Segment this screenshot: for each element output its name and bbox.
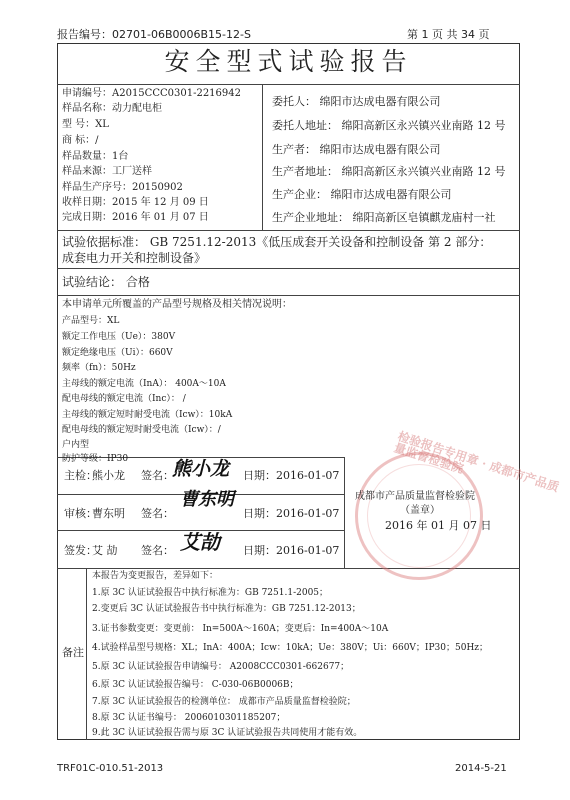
person-name: 艾 劼 [92,544,118,557]
remark-item: 5.原 3C 认证试验报告申请编号： A2008CCC0301-662677； [92,662,350,672]
handwritten-signature: 曹东明 [180,489,234,510]
test-standard-line2: 成套电力开关和控制设备》 [62,251,207,265]
spec-item: 频率（fn）：50Hz [62,363,136,373]
role-label: 审核： [64,507,97,520]
application-number: 申请编号：A2015CCC0301-2216942 [62,88,241,99]
sign-date: 2016-01-07 [276,544,340,557]
remark-item: 本报告为变更报告，差异如下： [92,571,219,581]
spec-item: 配电母线的额定电流（Inc）： / [62,394,186,404]
remark-item: 9.此 3C 认证试验报告需与原 3C 认证试验报告共同使用才能有效。 [92,728,363,738]
spec-item: 主母线的额定电流（InA）： 400A～10A [62,379,226,389]
handwritten-signature: 熊小龙 [172,458,230,480]
spec-item: 产品型号：XL [62,316,120,326]
date-label: 日期： [243,507,276,520]
form-date: 2014-5-21 [455,763,507,774]
sample-name: 样品名称：动力配电柜 [62,103,162,114]
sample-serial: 样品生产序号：20150902 [62,182,183,193]
remarks-label: 备注 [62,646,84,659]
person-name: 曹东明 [92,507,125,520]
spec-item: 配电母线的额定短时耐受电流（Icw）：/ [62,425,221,435]
producer: 生产者： 绵阳市达成电器有限公司 [272,143,441,156]
seal-note: （盖章） [400,505,440,516]
report-number: 报告编号：02701-06B0006B15-12-S [57,28,251,41]
date-label: 日期： [243,544,276,557]
report-title: 安全型式试验报告 [164,47,413,76]
remark-item: 6.原 3C 认证试验报告编号： C-030-06B0006B； [92,680,299,690]
test-standard-line1: 试验依据标准： GB 7251.12-2013《低压成套开关设备和控制设备 第 2 部分： [62,235,492,249]
remark-item: 7.原 3C 认证试验报告的检测单位： 成都市产品质量监督检验院； [92,697,356,707]
divider [344,457,345,568]
official-seal-ring [367,464,471,568]
divider [57,84,520,85]
divider [57,268,520,269]
institute-date: 2016 年 01 月 07 日 [385,519,492,532]
spec-item: 户内型 [62,440,90,450]
sign-date: 2016-01-07 [276,469,340,482]
person-name: 熊小龙 [92,469,125,482]
role-label: 主检： [64,469,97,482]
client: 委托人： 绵阳市达成电器有限公司 [272,95,441,108]
institute-name: 成都市产品质量监督检验院 [355,491,475,502]
manufacturer-address: 生产企业地址： 绵阳高新区皂镇麒龙庙村一社 [272,211,496,224]
date-label: 日期： [243,469,276,482]
specs-intro: 本申请单元所覆盖的产品型号规格及相关情况说明： [62,299,292,310]
seal-text: 检验报告专用章 · 成都市产品质量监督检验院 [392,429,561,495]
divider [57,230,520,231]
spec-item: 防护等级：IP30 [62,454,129,464]
handwritten-signature: 艾劼 [180,530,220,554]
sign-label: 签名： [141,544,174,557]
spec-item: 主母线的额定短时耐受电流（Icw）：10kA [62,410,233,420]
remark-item: 2.变更后 3C 认证试验报告书中执行标准为：GB 7251.12-2013； [92,604,361,614]
form-number: TRF01C-010.51-2013 [57,763,164,774]
page-info: 第 1 页 共 34 页 [407,28,490,41]
remark-item: 8.原 3C 认证书编号： 2006010301185207； [92,713,286,723]
remark-item: 3.证书参数变更：变更前： In=500A～160A；变更后：In=400A～10A [92,624,389,634]
client-address: 委托人地址： 绵阳高新区永兴镇兴业南路 12 号 [272,119,506,132]
sign-date: 2016-01-07 [276,507,340,520]
sign-label: 签名： [141,507,174,520]
divider [57,295,520,296]
remark-item: 1.原 3C 认证试验报告中执行标准为：GB 7251.1-2005； [92,588,329,598]
producer-address: 生产者地址： 绵阳高新区永兴镇兴业南路 12 号 [272,165,506,178]
received-date: 收样日期：2015 年 12 月 09 日 [62,197,209,208]
sample-quantity: 样品数量：1台 [62,151,129,162]
sample-source: 样品来源：工厂送样 [62,166,152,177]
model: 型 号：XL [62,119,109,130]
trademark: 商 标：/ [62,135,99,146]
role-label: 签发： [64,544,97,557]
divider [86,568,87,740]
remark-item: 4.试验样品型号规格：XL；InA：400A；Icw：10kA；Ue：380V；Ui：660V；IP30；50Hz； [92,643,489,653]
spec-item: 额定绝缘电压（Ui）：660V [62,348,173,358]
test-conclusion: 试验结论： 合格 [62,275,150,289]
completed-date: 完成日期：2016 年 01 月 07 日 [62,212,209,223]
sign-label: 签名： [141,469,174,482]
manufacturer: 生产企业： 绵阳市达成电器有限公司 [272,188,452,201]
divider [262,84,263,230]
spec-item: 额定工作电压（Ue）：380V [62,332,176,342]
